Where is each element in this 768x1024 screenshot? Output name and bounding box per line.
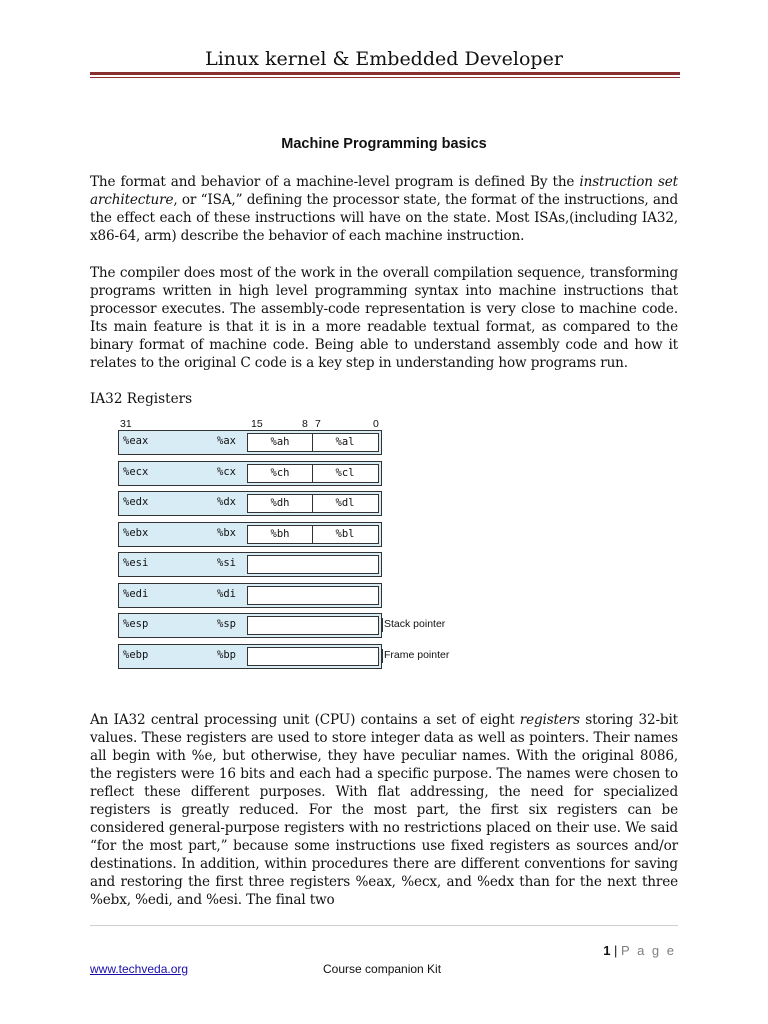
footer-rule (90, 925, 678, 926)
p1-emphasis: instruction set architecture (90, 174, 678, 208)
header-title: Linux kernel & Embedded Developer (205, 48, 563, 70)
register-row-ebx (118, 522, 382, 547)
register-row-edi (118, 583, 382, 608)
register-annotation: Frame pointer (384, 648, 450, 661)
bit-label-7: 7 (315, 418, 321, 430)
bit-label-31: 31 (120, 418, 132, 430)
register-32bit-name: %edx (123, 496, 149, 508)
register-16bit-name: %dx (217, 496, 236, 508)
register-32bit-name: %ebx (123, 526, 149, 539)
register-low-16-box (247, 464, 379, 483)
page-number-value: 1 (603, 943, 611, 958)
page-word: P a g e (621, 943, 676, 958)
register-row-edx (118, 491, 382, 516)
register-low-16-box (247, 586, 379, 605)
paragraph-cpu-registers (90, 711, 678, 909)
bit-label-0: 0 (373, 418, 379, 430)
register-16bit-name: %di (217, 587, 236, 600)
bit-label-8: 8 (302, 418, 308, 430)
register-32bit-name: %ebp (123, 648, 149, 661)
p4-emphasis: registers (519, 712, 580, 728)
register-32bit-name: %edi (123, 587, 149, 600)
register-16bit-name: %bx (217, 526, 236, 539)
footer-course-kit: Course companion Kit (323, 962, 442, 976)
register-row-ebp (118, 644, 382, 669)
paragraph-compiler: The compiler does most of the work in the overall compilation sequence, transforming programs written in high level programming syntax into machine instructions that processor executes. The assembly-code representation is very close to machine code. Its main feature is that it is in a more readable textual format, as compared to the binary format of machine code. Being able to understand assembly code and how it relates to the original C code is a key step in understanding how programs run. (90, 265, 678, 371)
register-high-byte: %dh (248, 495, 313, 512)
register-32bit-name: %esp (123, 618, 149, 630)
register-16bit-name: %sp (217, 618, 236, 630)
register-low-16-box (247, 616, 379, 635)
register-row-eax (118, 430, 382, 455)
p1-text-b: , or “ISA,” defining the processor state, the format of the instructions, and the effect each of these instructions will have on the state. Most ISAs,(including IA32, x86-64, arm) describe the behavior of each machine instruction. (90, 192, 678, 244)
register-16bit-name: %si (217, 557, 236, 569)
register-low-16-box (247, 647, 379, 666)
register-low-16-box (247, 494, 379, 513)
register-low-16-box (247, 525, 379, 544)
register-32bit-name: %ecx (123, 465, 149, 478)
register-diagram (118, 418, 478, 678)
page-separator: | (610, 943, 622, 958)
register-low-16-box (247, 433, 379, 452)
section-heading-registers: IA32 Registers (90, 391, 193, 407)
bit-label-15: 15 (251, 418, 263, 430)
register-annotation: Stack pointer (384, 618, 446, 630)
paragraph-isa (90, 173, 678, 245)
register-low-16-box (247, 555, 379, 574)
p4-text-b: storing 32-bit values. These registers are used to store integer data as well as pointers. Their names all begin with %e, but otherwise, they have peculiar names. With the original 8086, the registers were 16 bits and each had a specific purpose. The names were chosen to reflect these different purposes. With flat addressing, the need for specialized registers is greatly reduced. For the most part, the first six registers can be considered general-purpose registers with no restrictions placed on their use. We said “for the most part,” because some instructions use fixed registers as sources and/or destinations. In addition, within procedures there are different conventions for saving and restoring the first three registers %eax, %ecx, and %edx than for the next three %ebx, %edi, and %esi. The final two (90, 712, 678, 908)
register-16bit-name: %bp (217, 648, 236, 661)
register-32bit-name: %esi (123, 557, 149, 569)
register-16bit-name: %ax (217, 435, 236, 447)
register-row-esp (118, 613, 382, 638)
p1-text-a: The format and behavior of a machine-level program is defined By the (90, 174, 580, 190)
register-row-ecx (118, 461, 382, 486)
register-low-byte: %al (335, 436, 355, 448)
p4-text-a: An IA32 central processing unit (CPU) contains a set of eight (90, 712, 520, 728)
document-title: Machine Programming basics (281, 136, 487, 152)
register-high-byte: %ch (248, 465, 313, 482)
register-low-byte: %bl (335, 527, 355, 540)
register-row-esi (118, 552, 382, 577)
footer-website-link[interactable]: www.techveda.org (90, 962, 189, 976)
register-32bit-name: %eax (123, 435, 149, 447)
header-rule (90, 72, 680, 78)
page-number (603, 943, 676, 958)
register-high-byte: %ah (248, 434, 313, 451)
register-low-byte: %dl (335, 497, 355, 509)
register-low-byte: %cl (335, 466, 355, 479)
register-high-byte: %bh (248, 526, 313, 543)
register-16bit-name: %cx (217, 465, 236, 478)
